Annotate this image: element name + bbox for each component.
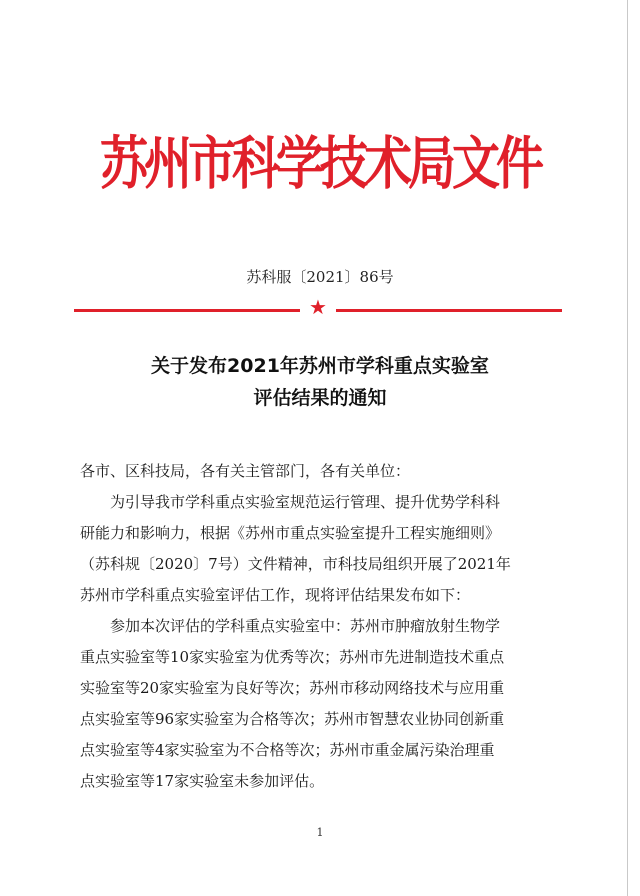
page-edge-line	[627, 0, 628, 896]
paragraph-2-line-4: 点实验室等96家实验室为合格等次；苏州市智慧农业协同创新重	[80, 710, 505, 728]
notice-title	[0, 350, 640, 414]
notice-title-line-1: 关于发布2021年苏州市学科重点实验室	[151, 355, 489, 377]
star-icon: ★	[309, 295, 327, 319]
paragraph-1-line-4: 苏州市学科重点实验室评估工作，现将评估结果发布如下：	[80, 586, 471, 604]
paragraph-1-line-1: 为引导我市学科重点实验室规范运行管理、提升优势学科科	[110, 493, 501, 511]
notice-title-line-2: 评估结果的通知	[253, 387, 387, 409]
divider-left-bar	[74, 309, 300, 312]
paragraph-1-line-3: （苏科规〔2020〕7号）文件精神，市科技局组织开展了2021年	[80, 555, 511, 573]
salutation: 各市、区科技局，各有关主管部门，各有关单位：	[80, 462, 411, 480]
paragraph-2-line-2: 重点实验室等10家实验室为优秀等次；苏州市先进制造技术重点	[80, 648, 505, 666]
red-divider	[74, 295, 562, 319]
page-number: 1	[316, 826, 324, 839]
notice-body	[80, 456, 560, 797]
divider-right-bar	[336, 309, 562, 312]
paragraph-2-line-3: 实验室等20家实验室为良好等次；苏州市移动网络技术与应用重	[80, 679, 505, 697]
paragraph-2-line-1: 参加本次评估的学科重点实验室中：苏州市肿瘤放射生物学	[110, 617, 501, 635]
document-number: 苏科服〔2021〕86号	[246, 268, 394, 286]
paragraph-2-line-5: 点实验室等4家实验室为不合格等次；苏州市重金属污染治理重	[80, 741, 495, 759]
document-header-title: 苏州市科学技术局文件	[99, 130, 540, 198]
paragraph-1-line-2: 研能力和影响力，根据《苏州市重点实验室提升工程实施细则》	[80, 524, 501, 542]
paragraph-2-line-6: 点实验室等17家实验室未参加评估。	[80, 772, 325, 790]
